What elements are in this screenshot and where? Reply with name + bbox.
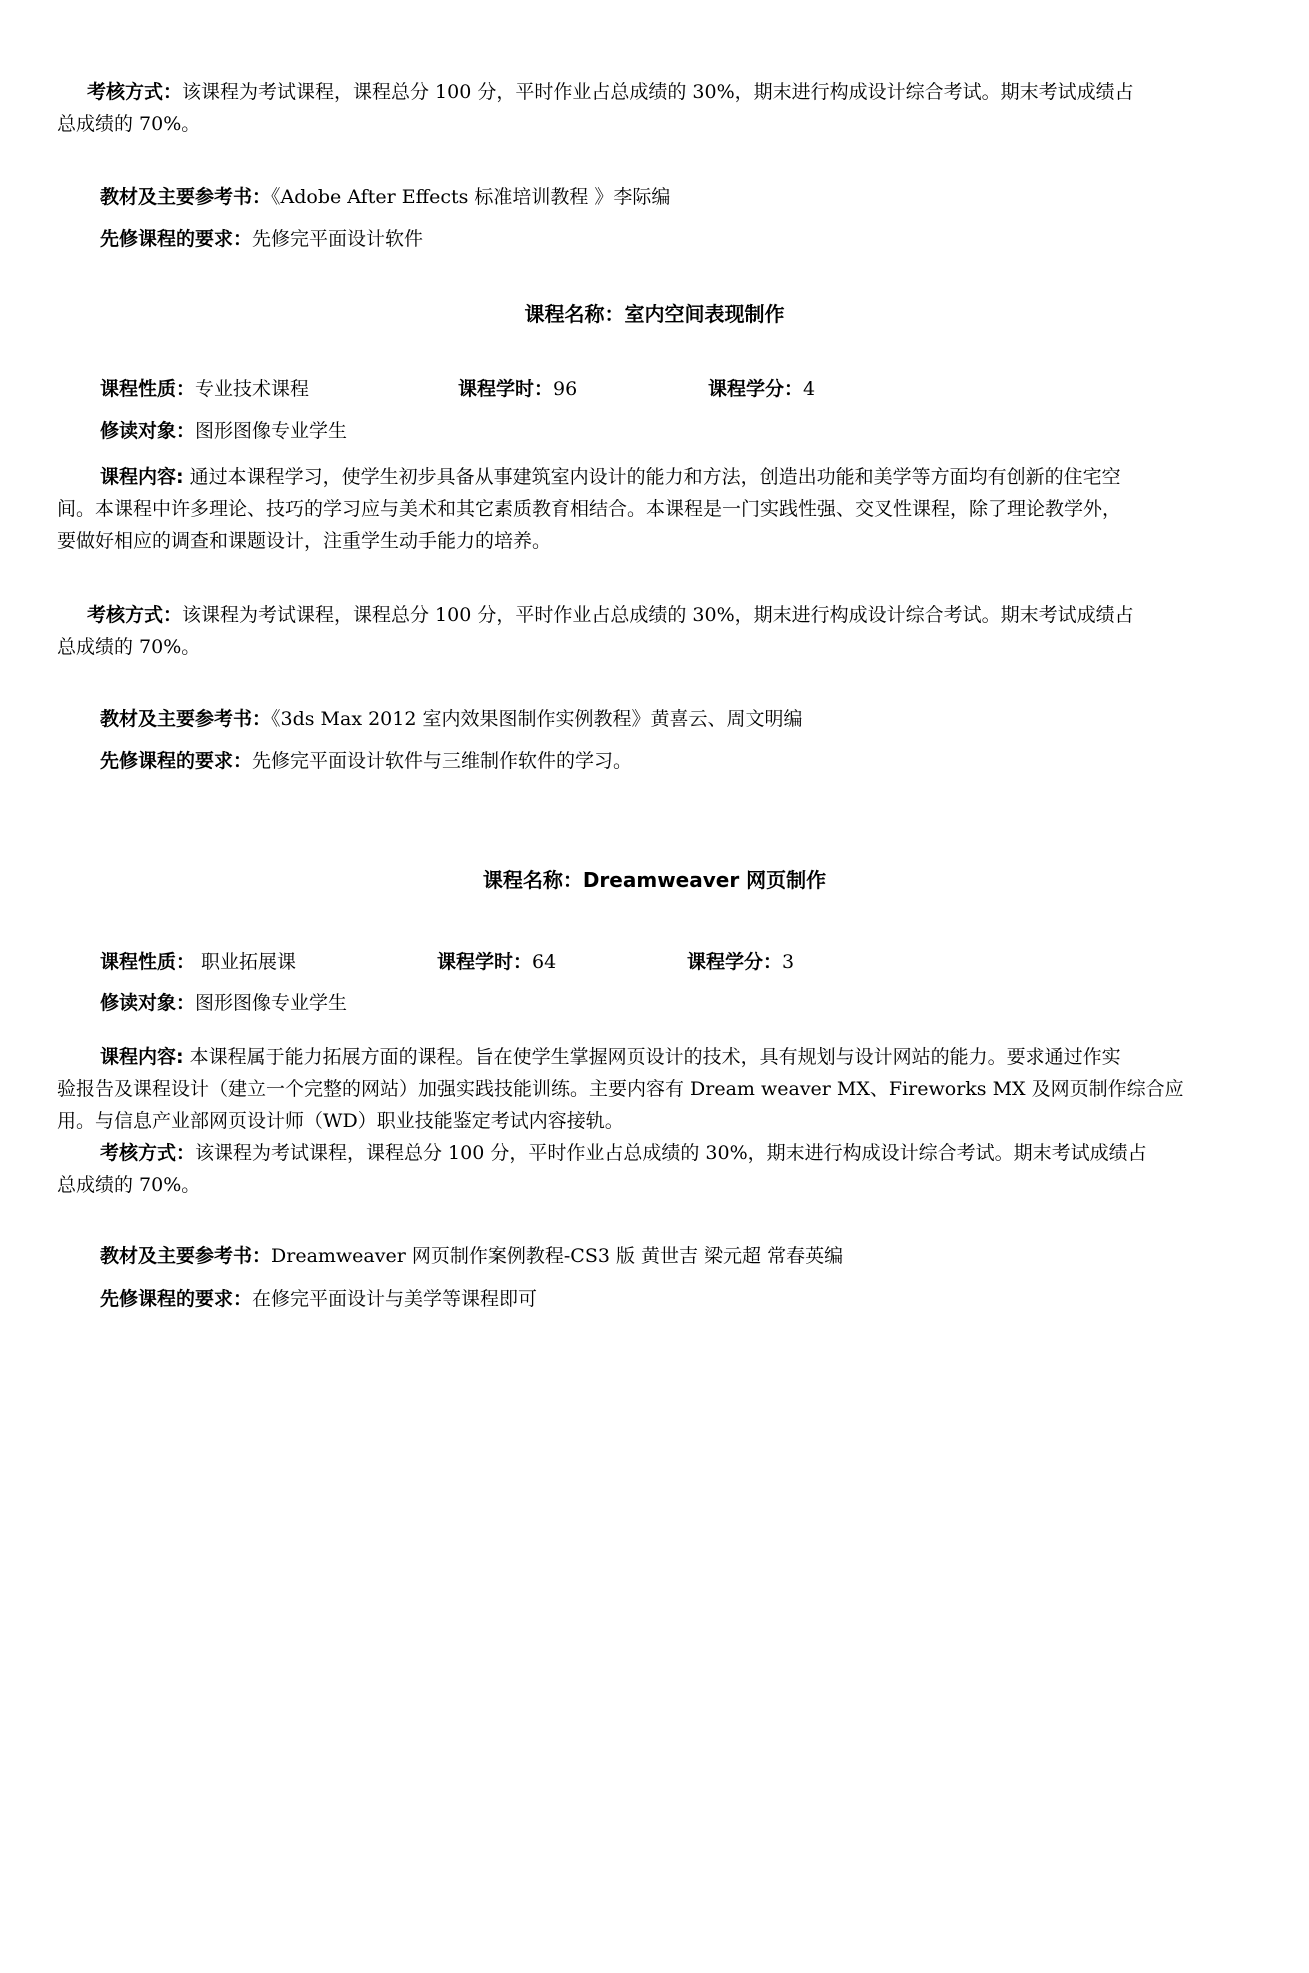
nature-value: 职业拓展课 xyxy=(195,951,297,973)
nature-value: 专业技术课程 xyxy=(195,378,310,400)
textbook-line xyxy=(100,703,803,735)
textbook-text: Dreamweaver 网页制作案例教程-CS3 版 黄世吉 梁元超 常春英编 xyxy=(271,1245,844,1267)
credits-label: 课程学分： xyxy=(708,378,804,400)
exam-method-line xyxy=(87,76,1134,108)
course-nature-line xyxy=(100,373,309,405)
content-text-2: 间。本课程中许多理论、技巧的学习应与美术和其它素质教育相结合。本课程是一门实践性强、交叉性课程，除了理论教学外， xyxy=(57,498,1122,520)
exam-method-label: 考核方式： xyxy=(100,1142,196,1164)
textbook-text: 《3ds Max 2012 室内效果图制作实例教程》黄喜云、周文明编 xyxy=(271,708,803,730)
course-title-1 xyxy=(0,298,1309,330)
audience-label: 修读对象： xyxy=(100,420,196,442)
content-line-3 xyxy=(57,525,551,557)
credits-label: 课程学分： xyxy=(687,951,783,973)
content-text-3: 要做好相应的调查和课题设计，注重学生动手能力的培养。 xyxy=(57,530,552,552)
content-label: 课程内容: xyxy=(100,466,184,488)
textbook-line xyxy=(100,181,670,213)
exam-method-text-2: 总成绩的 70%。 xyxy=(57,636,201,658)
content-line-2 xyxy=(57,1073,1184,1105)
credits-value: 3 xyxy=(782,951,795,973)
content-line-1 xyxy=(100,461,1121,493)
prereq-line xyxy=(100,223,423,255)
exam-method-text-2: 总成绩的 70%。 xyxy=(57,113,201,135)
content-text-2: 验报告及课程设计（建立一个完整的网站）加强实践技能训练。主要内容有 Dream weaver MX、Fireworks MX 及网页制作综合应 xyxy=(57,1078,1184,1100)
exam-method-line-2 xyxy=(57,108,200,140)
prereq-line xyxy=(100,745,632,777)
prereq-label: 先修课程的要求： xyxy=(100,228,253,250)
content-line-1 xyxy=(100,1041,1121,1073)
textbook-label: 教材及主要参考书： xyxy=(100,1245,272,1267)
exam-method-line-2 xyxy=(57,1169,200,1201)
prereq-line xyxy=(100,1283,537,1315)
exam-method-label: 考核方式： xyxy=(87,81,183,103)
audience-line xyxy=(100,415,347,447)
content-label: 课程内容: xyxy=(100,1046,184,1068)
nature-label: 课程性质： xyxy=(100,951,196,973)
content-text-1: 本课程属于能力拓展方面的课程。旨在使学生掌握网页设计的技术，具有规划与设计网站的能力。要求通过作实 xyxy=(189,1046,1121,1068)
hours-value: 64 xyxy=(532,951,557,973)
credits-value: 4 xyxy=(803,378,816,400)
exam-method-line xyxy=(100,1137,1147,1169)
audience-value: 图形图像专业学生 xyxy=(195,420,348,442)
course-name-value: 室内空间表现制作 xyxy=(624,302,785,326)
audience-label: 修读对象： xyxy=(100,992,196,1014)
course-credits-line xyxy=(708,373,815,405)
course-name-label: 课程名称： xyxy=(482,868,583,892)
course-name-value: Dreamweaver 网页制作 xyxy=(582,868,827,892)
prereq-label: 先修课程的要求： xyxy=(100,1288,253,1310)
exam-method-text-2: 总成绩的 70%。 xyxy=(57,1174,201,1196)
content-text-1: 通过本课程学习，使学生初步具备从事建筑室内设计的能力和方法，创造出功能和美学等方面均有创新的住宅空 xyxy=(189,466,1121,488)
course-credits-line xyxy=(687,946,794,978)
nature-label: 课程性质： xyxy=(100,378,196,400)
course-name-label: 课程名称： xyxy=(524,302,625,326)
course-nature-line xyxy=(100,946,296,978)
course-hours-line xyxy=(458,373,577,405)
textbook-text: 《Adobe After Effects 标准培训教程 》李际编 xyxy=(271,186,671,208)
audience-value: 图形图像专业学生 xyxy=(195,992,348,1014)
course-hours-line xyxy=(437,946,556,978)
textbook-label: 教材及主要参考书： xyxy=(100,186,272,208)
exam-method-text: 该课程为考试课程，课程总分 100 分，平时作业占总成绩的 30%，期末进行构成设计综合考试。期末考试成绩占 xyxy=(195,1142,1147,1164)
prereq-label: 先修课程的要求： xyxy=(100,750,253,772)
audience-line xyxy=(100,987,347,1019)
exam-method-line xyxy=(87,599,1134,631)
exam-method-label: 考核方式： xyxy=(87,604,183,626)
prereq-text: 先修完平面设计软件 xyxy=(252,228,424,250)
textbook-line xyxy=(100,1240,843,1272)
exam-method-line-2 xyxy=(57,631,200,663)
prereq-text: 在修完平面设计与美学等课程即可 xyxy=(252,1288,538,1310)
hours-label: 课程学时： xyxy=(458,378,554,400)
hours-label: 课程学时： xyxy=(437,951,533,973)
prereq-text: 先修完平面设计软件与三维制作软件的学习。 xyxy=(252,750,633,772)
content-text-3: 用。与信息产业部网页设计师（WD）职业技能鉴定考试内容接轨。 xyxy=(57,1110,624,1132)
course-title-2 xyxy=(0,864,1309,896)
textbook-label: 教材及主要参考书： xyxy=(100,708,272,730)
content-line-3 xyxy=(57,1105,624,1137)
content-line-2 xyxy=(57,493,1121,525)
hours-value: 96 xyxy=(553,378,578,400)
exam-method-text: 该课程为考试课程，课程总分 100 分，平时作业占总成绩的 30%，期末进行构成设计综合考试。期末考试成绩占 xyxy=(182,81,1134,103)
exam-method-text: 该课程为考试课程，课程总分 100 分，平时作业占总成绩的 30%，期末进行构成设计综合考试。期末考试成绩占 xyxy=(182,604,1134,626)
